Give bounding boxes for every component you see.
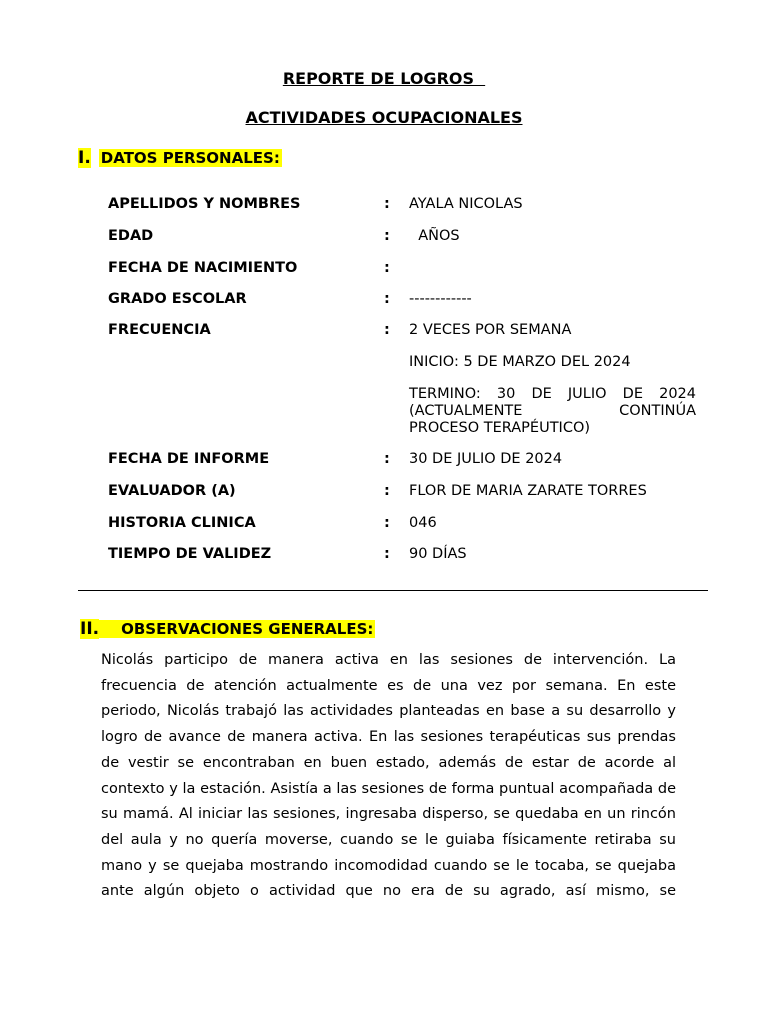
field-value: INICIO: 5 DE MARZO DEL 2024 xyxy=(409,354,631,370)
section-2-spacer xyxy=(99,620,121,638)
field-separator: : xyxy=(384,291,390,307)
field-value: 2 VECES POR SEMANA xyxy=(409,322,572,338)
section-2-heading xyxy=(80,619,375,639)
value-line: (ACTUALMENTE CONTINÚA xyxy=(409,403,696,419)
field-label: FECHA DE NACIMIENTO xyxy=(108,260,298,276)
field-value: FLOR DE MARIA ZARATE TORRES xyxy=(409,483,647,499)
section-1-label: DATOS PERSONALES: xyxy=(100,149,280,167)
field-value: ------------ xyxy=(409,291,472,307)
field-separator: : xyxy=(384,483,390,499)
field-value: 046 xyxy=(409,515,437,531)
field-value: 90 DÍAS xyxy=(409,546,467,562)
field-separator: : xyxy=(384,451,390,467)
section-2-number: II. xyxy=(80,619,100,639)
field-separator: : xyxy=(384,322,390,338)
value-line: TERMINO: 30 DE JULIO DE 2024 xyxy=(409,386,696,402)
value-line: PROCESO TERAPÉUTICO) xyxy=(409,420,591,436)
report-title: REPORTE DE LOGROS xyxy=(282,69,486,88)
field-label: FRECUENCIA xyxy=(108,322,211,338)
field-separator: : xyxy=(384,260,390,276)
field-value: 30 DE JULIO DE 2024 xyxy=(409,451,563,467)
field-value-multiline xyxy=(409,386,696,437)
field-label: APELLIDOS Y NOMBRES xyxy=(108,196,301,212)
observations-paragraph: Nicolás participo de manera activa en las sesiones de intervención. La frecuencia de atención actualmente es de una vez por semana. En este periodo, Nicolás trabajó las actividades planteadas en base a su desarrollo y logro de avance de manera activa. En las sesiones terapéuticas sus prendas de vestir se encontraban en buen estado, además de estar de acorde al contexto y la estación. Asistía a las sesiones de forma puntual acompañada de su mamá. Al iniciar las sesiones, ingresaba disperso, se quedaba en un rincón del aula y no quería moverse, cuando se le guiaba físicamente retiraba su mano y se quejaba mostrando incomodidad cuando se le tocaba, se quejaba ante algún objeto o actividad que no era de su agrado, así mismo, se xyxy=(101,652,676,900)
field-separator: : xyxy=(384,546,390,562)
field-label: EVALUADOR (A) xyxy=(108,483,236,499)
field-separator: : xyxy=(384,196,390,212)
field-label: TIEMPO DE VALIDEZ xyxy=(108,546,272,562)
section-1-heading xyxy=(78,148,282,168)
report-subtitle: ACTIVIDADES OCUPACIONALES xyxy=(245,108,523,127)
field-label: FECHA DE INFORME xyxy=(108,451,270,467)
field-value: AÑOS xyxy=(409,228,460,244)
field-label: HISTORIA CLINICA xyxy=(108,515,256,531)
section-divider xyxy=(78,590,708,591)
field-value: AYALA NICOLAS xyxy=(409,196,523,212)
section-2-label: OBSERVACIONES GENERALES: xyxy=(121,620,374,638)
section-1-number: I. xyxy=(78,148,91,168)
field-separator: : xyxy=(384,228,390,244)
field-label: GRADO ESCOLAR xyxy=(108,291,247,307)
field-separator: : xyxy=(384,515,390,531)
field-label: EDAD xyxy=(108,228,154,244)
